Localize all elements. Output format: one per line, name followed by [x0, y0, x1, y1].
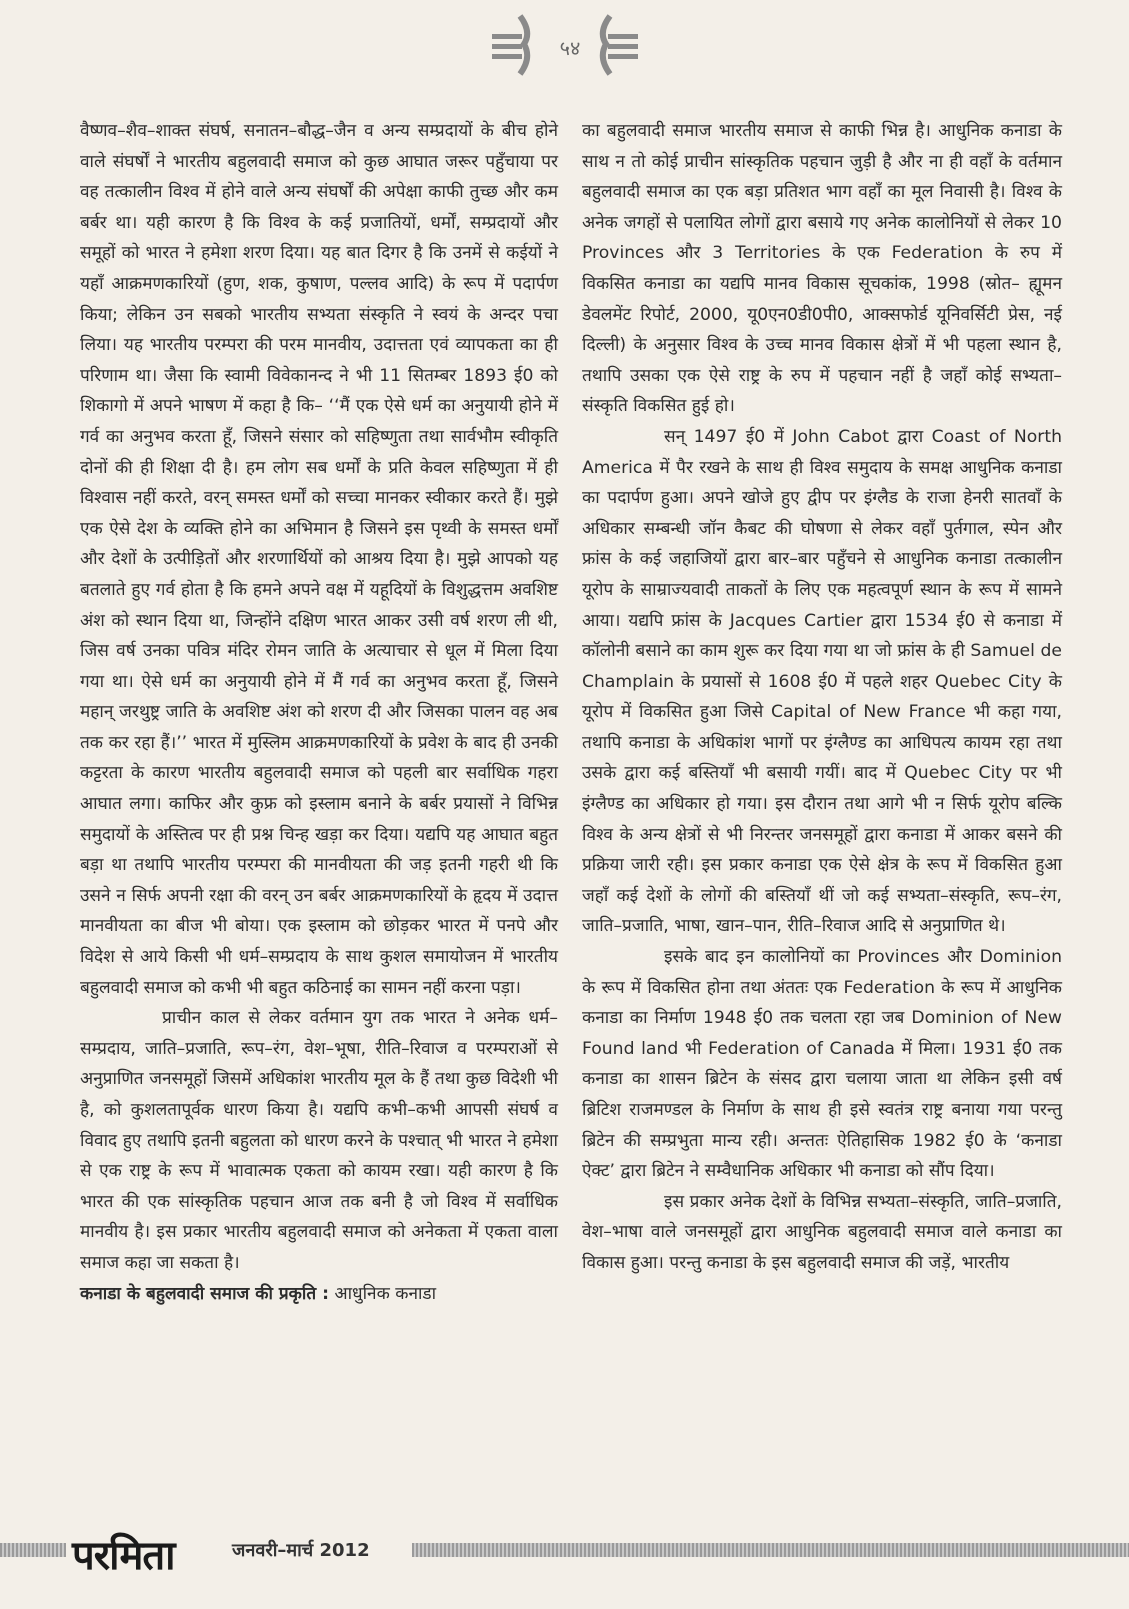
left-column	[80, 116, 558, 1309]
footer-rule-right	[412, 1543, 1129, 1557]
magazine-brand: परमिता	[72, 1532, 175, 1579]
left-ornament-icon	[492, 14, 532, 76]
paragraph: प्राचीन काल से लेकर वर्तमान युग तक भारत ने अनेक धर्म–सम्प्रदाय, जाति–प्रजाति, रूप–रंग, वेश–भूषा, रीति–रिवाज व परम्पराओं से अनुप्राणित जनसमूहों जिसमें अधिकांश भारतीय मूल के हैं तथा कुछ विदेशी भी है, को कुशलतापूर्वक धारण किया है। यद्यपि कभी–कभी आपसी संघर्ष व विवाद हुए तथापि इतनी बहुलता को धारण करने के पश्चात् भी भारत ने हमेशा से एक राष्ट्र के रूप में भावात्मक एकता को कायम रखा। यही कारण है कि भारत की एक सांस्कृतिक पहचान आज तक बनी है जो विश्व में सर्वाधिक मानवीय है। इस प्रकार भारतीय बहुलवादी समाज को अनेकता में एकता वाला समाज कहा जा सकता है।	[80, 1008, 558, 1273]
page-header	[0, 6, 1129, 86]
page-number: ५४	[559, 36, 581, 60]
section-heading-paragraph	[80, 1279, 558, 1310]
right-ornament-icon	[598, 14, 638, 76]
paragraph: सन् 1497 ई0 में John Cabot द्वारा Coast of North America में पैर रखने के साथ ही विश्व समुदाय के समक्ष आधुनिक कनाडा का पदार्पण हुआ। अपने खोजे हुए द्वीप पर इंग्लैड के राजा हेनरी सातवाँ के अधिकार सम्बन्धी जॉन कैबट की घोषणा से लेकर वहाँ पुर्तगाल, स्पेन और फ्रांस के कई जहाजियों द्वारा बार–बार पहुँचने से आधुनिक कनाडा तत्कालीन यूरोप के साम्राज्यवादी ताकतों के लिए एक महत्वपूर्ण स्थान के रूप में सामने आया। यद्यपि फ्रांस के Jacques Cartier द्वारा 1534 ई0 से कनाडा में कॉलोनी बसाने का काम शुरू कर दिया गया था जो फ्रांस के ही Samuel de Champlain के प्रयासों से 1608 ई0 में पहले शहर Quebec City के यूरोप में विकसित हुआ जिसे Capital of New France भी कहा गया, तथापि कनाडा के अधिकांश भागों पर इंग्लैण्ड का आधिपत्य कायम रहा तथा उसके द्वारा कई बस्तियाँ भी बसायी गयीं। बाद में Quebec City पर भी इंग्लैण्ड का अधिकार हो गया। इस दौरान तथा आगे भी न सिर्फ यूरोप बल्कि विश्व के अन्य क्षेत्रों से भी निरन्तर जनसमूहों द्वारा कनाडा में आकर बसने की प्रक्रिया जारी रही। इस प्रकार कनाडा एक ऐसे क्षेत्र के रूप में विकसित हुआ जहाँ कई देशों के लोगों की बस्तियाँ थीं जो कई सभ्यता–संस्कृति, रूप–रंग, जाति–प्रजाति, भाषा, खान–पान, रीति–रिवाज आदि से अनुप्राणित थे।	[582, 426, 1062, 937]
paragraph: इस प्रकार अनेक देशों के विभिन्न सभ्यता–संस्कृति, जाति–प्रजाति, वेश–भाषा वाले जनसमूहों द्वारा आधुनिक बहुलवादी समाज वाले कनाडा का विकास हुआ। परन्तु कनाडा के इस बहुलवादी समाज की जड़ें, भारतीय	[582, 1191, 1062, 1273]
paragraph: का बहुलवादी समाज भारतीय समाज से काफी भिन्न है। आधुनिक कनाडा के साथ न तो कोई प्राचीन सांस्कृतिक पहचान जुड़ी है और ना ही वहाँ के वर्तमान बहुलवादी समाज का एक बड़ा प्रतिशत भाग वहाँ का मूल निवासी है। विश्व के अनेक जगहों से पलायित लोगों द्वारा बसाये गए अनेक कालोनियों से लेकर 10 Provinces और 3 Territories के एक Federation के रुप में विकसित कनाडा का यद्यपि मानव विकास सूचकांक, 1998 (स्रोत– ह्यूमन डेवलमेंट रिपोर्ट, 2000, यू0एन0डी0पी0, आक्सफोर्ड यूनिवर्सिटी प्रेस, नई दिल्ली) के अनुसार विश्व के उच्च मानव विकास क्षेत्रों में भी पहला स्थान है, तथापि उसका एक ऐसे राष्ट्र के रुप में पहचान नहीं है जहाँ कोई सभ्यता–संस्कृति विकसित हुई हो।	[582, 121, 1062, 417]
section-subheading-text: आधुनिक कनाडा	[334, 1283, 437, 1304]
paragraph: इसके बाद इन कालोनियों का Provinces और Dominion के रूप में विकसित होना तथा अंततः एक Federation के रूप में आधुनिक कनाडा का निर्माण 1948 ई0 तक चलता रहा जब Dominion of New Found land भी Federation of Canada में मिला। 1931 ई0 तक कनाडा का शासन ब्रिटेन के संसद द्वारा चलाया जाता था लेकिन इसी वर्ष ब्रिटिश राजमण्डल के निर्माण के साथ ही इसे स्वतंत्र राष्ट्र बनाया गया परन्तु ब्रिटेन की सम्प्रभुता मान्य रही। अन्ततः ऐतिहासिक 1982 ई0 के ‘कनाडा ऐक्ट’ द्वारा ब्रिटेन ने सम्वैधानिक अधिकार भी कनाडा को सौंप दिया।	[582, 947, 1062, 1182]
paragraph: वैष्णव–शैव–शाक्त संघर्ष, सनातन–बौद्ध–जैन व अन्य सम्प्रदायों के बीच होने वाले संघर्षों ने भारतीय बहुलवादी समाज को कुछ आघात जरूर पहुँचाया पर वह तत्कालीन विश्व में होने वाले अन्य संघर्षों की अपेक्षा काफी तुच्छ और कम बर्बर था। यही कारण है कि विश्व के कई प्रजातियों, धर्मों, सम्प्रदायों और समूहों को भारत ने हमेशा शरण दिया। यह बात दिगर है कि उनमें से कईयों ने यहाँ आक्रमणकारियों (हुण, शक, कुषाण, पल्लव आदि) के रूप में पदार्पण किया; लेकिन उन सबको भारतीय सभ्यता संस्कृति ने स्वयं के अन्दर पचा लिया। यह भारतीय परम्परा की परम मानवीय, उदात्तता एवं व्यापकता का ही परिणाम था। जैसा कि स्वामी विवेकानन्द ने भी 11 सितम्बर 1893 ई0 को शिकागो में अपने भाषण में कहा है कि– ‘‘मैं एक ऐसे धर्म का अनुयायी होने में गर्व का अनुभव करता हूँ, जिसने संसार को सहिष्णुता तथा सार्वभौम स्वीकृति दोनों की ही शिक्षा दी है। हम लोग सब धर्मों के प्रति केवल सहिष्णुता में ही विश्वास नहीं करते, वरन् समस्त धर्मों को सच्चा मानकर स्वीकार करते हैं। मुझे एक ऐसे देश के व्यक्ति होने का अभिमान है जिसने इस पृथ्वी के समस्त धर्मों और देशों के उत्पीड़ितों और शरणार्थियों को आश्रय दिया है। मुझे आपको यह बतलाते हुए गर्व होता है कि हमने अपने वक्ष में यहूदियों के विशुद्धत्तम अवशिष्ट अंश को स्थान दिया था, जिन्होंने दक्षिण भारत आकर उसी वर्ष शरण ली थी, जिस वर्ष उनका पवित्र मंदिर रोमन जाति के अत्याचार से धूल में मिला दिया गया था। ऐसे धर्म का अनुयायी होने में मैं गर्व का अनुभव करता हूँ, जिसने महान् जरथुष्ट्र जाति के अवशिष्ट अंश को शरण दी और जिसका पालन वह अब तक कर रहा हैं।’’ भारत में मुस्लिम आक्रमणकारियों के प्रवेश के बाद ही उनकी कट्टरता के कारण भारतीय बहुलवादी समाज को पहली बार सर्वाधिक गहरा आघात लगा। काफिर और कुफ्र को इस्लाम बनाने के बर्बर प्रयासों ने विभिन्न समुदायों के अस्तित्व पर ही प्रश्न चिन्ह खड़ा कर दिया। यद्यपि यह आघात बहुत बड़ा था तथापि भारतीय परम्परा की मानवीयता की जड़ इतनी गहरी थी कि उसने न सिर्फ अपनी रक्षा की वरन् उन बर्बर आक्रमणकारियों के हृदय में उदात्त मानवीयता का बीज भी बोया। एक इस्लाम को छोड़कर भारत में पनपे और विदेश से आये किसी भी धर्म–सम्प्रदाय के साथ कुशल समायोजन में भारतीय बहुलवादी समाज को कभी भी बहुत कठिनाई का सामन नहीं करना पड़ा।	[80, 121, 558, 998]
page-footer	[0, 1526, 1129, 1579]
right-column	[582, 116, 1062, 1279]
footer-rule-left	[0, 1543, 66, 1557]
section-subheading: कनाडा के बहुलवादी समाज की प्रकृति :	[80, 1283, 329, 1304]
issue-date: जनवरी–मार्च 2012	[232, 1540, 370, 1561]
